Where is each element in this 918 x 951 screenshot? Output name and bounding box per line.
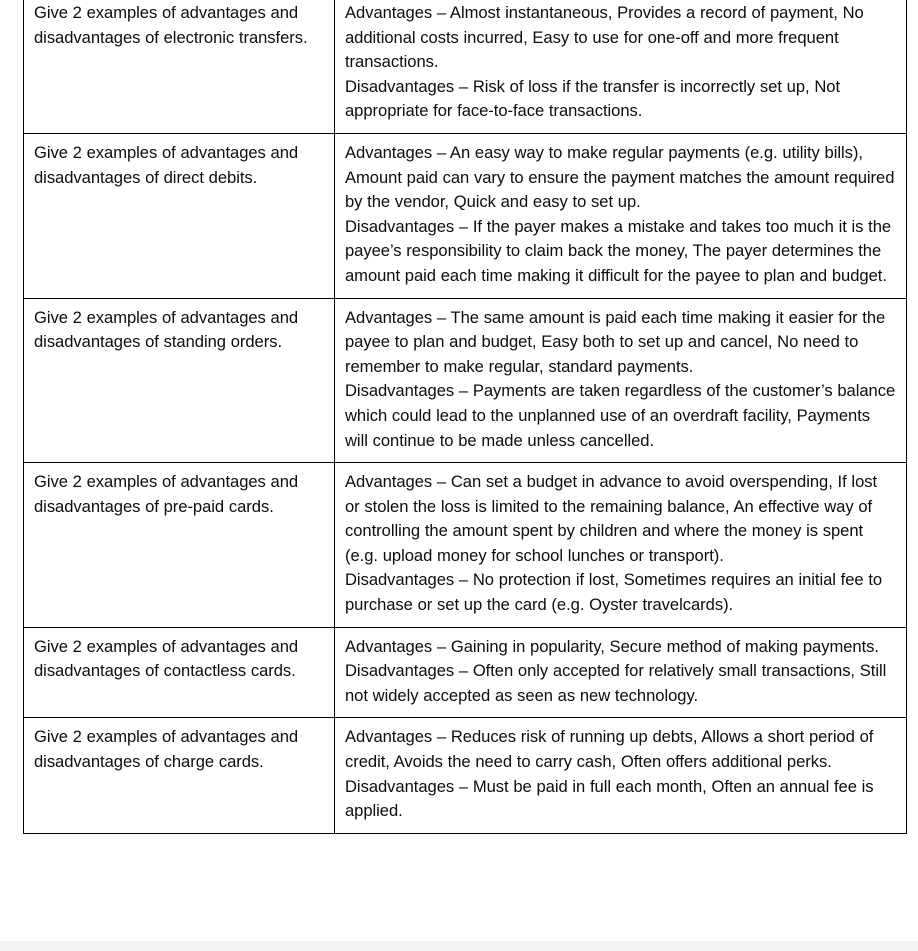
answer-line-disadvantages: Disadvantages – Often only accepted for relatively small transactions, Still not widely accepted as seen as new technology.: [345, 661, 887, 705]
answer-line-disadvantages: Disadvantages – No protection if lost, Sometimes requires an initial fee to purchase or set up the card (e.g. Oyster travelcards).: [345, 570, 883, 615]
cell-answer: [335, 298, 907, 463]
cell-answer: [335, 627, 907, 718]
answer-line-advantages: Advantages – Almost instantaneous, Provides a record of payment, No additional costs incurred, Easy to use for one-off and more frequent transactions.: [345, 3, 864, 72]
answer-line-disadvantages: Disadvantages – Payments are taken regardless of the customer’s balance which could lead to the unplanned use of an overdraft facility, Payments will continue to be made unless cancelled.: [345, 381, 896, 450]
answer-line-advantages: Advantages – An easy way to make regular payments (e.g. utility bills), Amount paid can vary to ensure the payment matches the amount required by the vendor, Quick and easy to set up.: [345, 142, 895, 212]
prompt-text: Give 2 examples of advantages and disadvantages of electronic transfers.: [34, 3, 308, 47]
answer-line-disadvantages: Disadvantages – Must be paid in full each month, Often an annual fee is applied.: [345, 776, 874, 821]
prompt-text: Give 2 examples of advantages and disadvantages of pre-paid cards.: [34, 472, 299, 516]
table-row: [24, 0, 907, 133]
cell-answer: [335, 0, 907, 133]
answer-line-advantages: Advantages – Gaining in popularity, Secure method of making payments.: [345, 636, 879, 656]
table-row: [24, 463, 907, 628]
table-row: [24, 627, 907, 718]
cell-prompt: [24, 298, 335, 463]
cell-answer: [335, 463, 907, 628]
cell-answer: [335, 718, 907, 833]
cell-prompt: [24, 718, 335, 833]
table-body: [24, 0, 907, 833]
prompt-text: Give 2 examples of advantages and disadvantages of contactless cards.: [34, 636, 299, 681]
qa-table: [23, 0, 907, 834]
prompt-text: Give 2 examples of advantages and disadvantages of charge cards.: [34, 727, 299, 772]
table-row: [24, 133, 907, 298]
cell-prompt: [24, 463, 335, 628]
table-row: [24, 718, 907, 833]
answer-line-disadvantages: Disadvantages – Risk of loss if the transfer is incorrectly set up, Not appropriate for face-to-face transactions.: [345, 76, 841, 121]
page-edge-gray-strip: [0, 941, 918, 951]
answer-line-advantages: Advantages – Can set a budget in advance to avoid overspending, If lost or stolen the loss is limited to the remaining balance, An effective way of controlling the amount spent by children and where the money is spent (e.g. upload money for school lunches or transport).: [345, 472, 878, 565]
cell-answer: [335, 133, 907, 298]
cell-prompt: [24, 627, 335, 718]
prompt-text: Give 2 examples of advantages and disadvantages of standing orders.: [34, 307, 299, 352]
cell-prompt: [24, 133, 335, 298]
table-row: [24, 298, 907, 463]
answer-line-advantages: Advantages – The same amount is paid each time making it easier for the payee to plan and budget, Easy both to set up and cancel, No need to remember to make regular, standard payments.: [345, 307, 886, 376]
answer-line-advantages: Advantages – Reduces risk of running up debts, Allows a short period of credit, Avoids the need to carry cash, Often offers additional perks.: [345, 727, 874, 772]
prompt-text: Give 2 examples of advantages and disadvantages of direct debits.: [34, 142, 299, 187]
answer-line-disadvantages: Disadvantages – If the payer makes a mistake and takes too much it is the payee’s responsibility to claim back the money, The payer determines the amount paid each time making it difficult for the payee to plan and budget.: [345, 216, 892, 285]
cell-prompt: [24, 0, 335, 133]
